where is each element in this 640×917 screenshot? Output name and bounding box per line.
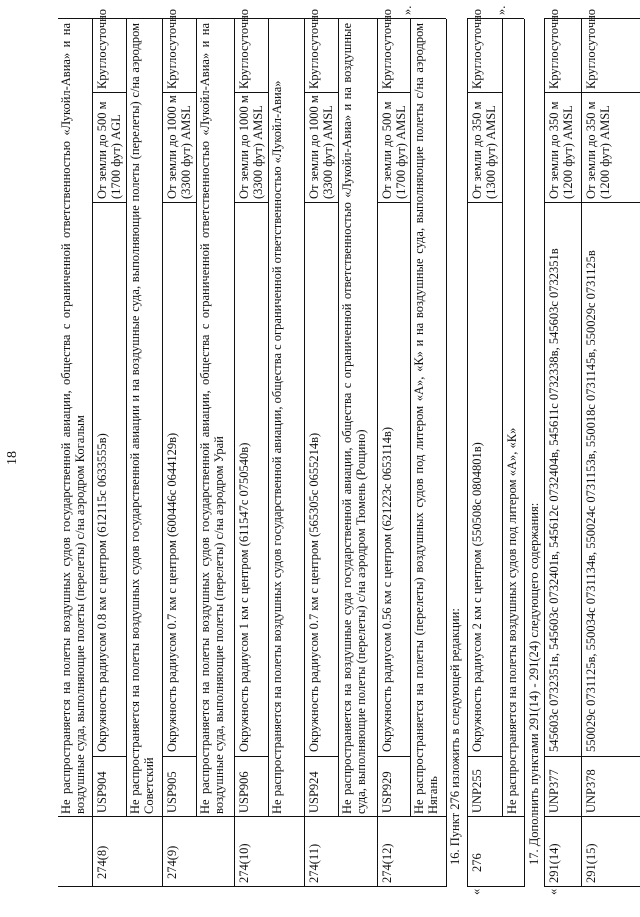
t1-row2-alt: От земли до 1000 м (3300 фут) AMSL [165, 95, 193, 199]
t1-left-border [58, 886, 377, 887]
t1-row1-time: Круглосуточно [95, 8, 109, 89]
t1-row1-note: Не распространяется на полеты воздушных судов государственной авиации и на воздушные суда, выполняющие полеты (перелеты) с/на аэродром Советский [128, 23, 156, 814]
t1-row4-num: 274(11) [307, 843, 321, 883]
t1-row3-alt: От земли до 1000 м (3300 фут) AMSL [237, 95, 265, 199]
t1-row5-note: Не распространяется на полеты (перелеты) воздушных судов под литером «А», «К» и на воздушные суда, выполняющие полеты с/на аэродром Нягань [412, 23, 440, 814]
t1-close-mark: ». [400, 5, 414, 15]
t1-row1-desc: Окружность радиусом 0.8 км с центром (612115с 0633555в) [95, 433, 109, 752]
t1-row3-note: Не распространяется на полеты воздушных судов государственной авиации, общества с ограниченной ответственностью «Лукойл-Авиа» [270, 80, 284, 814]
t1-row2-time: Круглосуточно [165, 8, 179, 89]
t1-row3-time: Круглосуточно [237, 8, 251, 89]
t2-alt: От земли до 350 м (1300 фут) AMSL [470, 101, 498, 199]
t1-row5-code: USP929 [380, 771, 394, 813]
paragraph-16: 16. Пункт 276 изложить в следующей редакции: [448, 608, 462, 865]
t2-num: 276 [470, 853, 484, 872]
page-number: 18 [5, 451, 20, 465]
paragraph-17: 17. Дополнить пунктами 291(14) - 291(24) следующего содержания: [527, 502, 541, 865]
t1-row1-code: USP904 [95, 771, 109, 813]
t3-open-mark: « [546, 888, 560, 895]
t3-row1-alt: От земли до 350 м (1200 фут) AMSL [547, 101, 575, 199]
t3-row1-desc: 545603с 0732351в, 545603с 0732401в, 545612с 0732404в, 545611с 0732338в, 545603с 0732351в [547, 248, 561, 752]
t1-row2-note: Не распространяется на полеты воздушных судов государственной авиации, общества с ограниченной ответственностью «Лукойл-Авиа» и на воздушные суда, выполняющие полеты (перелеты) с/на аэродром Урай [198, 23, 226, 814]
t2-open-mark: « [469, 888, 483, 895]
t2-note: Не распространяется на полеты воздушных судов под литером «А», «К» [505, 427, 519, 814]
t2-desc: Окружность радиусом 2 км с центром (550508с 0804801в) [470, 442, 484, 752]
t1-row2-desc: Окружность радиусом 0.7 км с центром (600446с 0644129в) [165, 432, 179, 752]
t1-row5-desc: Окружность радиусом 0.56 км с центром (621223с 0653114в) [380, 427, 394, 752]
t1-row1-num: 274(8) [95, 845, 109, 879]
t3-row2-code: UNP378 [584, 769, 598, 813]
t3-row2-desc: 550029с 0731125в, 550034с 0731134в, 550024с 0731153в, 550018с 0731145в, 550029с 0731125в [584, 250, 598, 752]
t2-code: UNP255 [470, 769, 484, 813]
t1-row3-code: USP906 [237, 771, 251, 813]
t1-row4-note: Не распространяется на воздушные суда государственной авиации, общества с ограниченной ответственностью «Лукойл-Авиа» и на воздушные суда, выполняющие полеты (перелеты) с/на аэродром Тюмень (Рощино) [340, 23, 368, 814]
t1-row3-num: 274(10) [237, 843, 251, 883]
t1-row5-num: 274(12) [380, 843, 394, 883]
t2-time: Круглосуточно [470, 8, 484, 89]
t3-row2-time: Круглосуточно [584, 8, 598, 89]
t1-row4-alt: От земли до 1000 м (3300 фут) AMSL [307, 95, 335, 199]
t1-row5-time: Круглосуточно [380, 8, 394, 89]
t1-row4-time: Круглосуточно [307, 8, 321, 89]
t3-row1-code: UNP377 [547, 769, 561, 813]
t1-row3-desc: Окружность радиусом 1 км с центром (611547с 0750540в) [237, 442, 251, 752]
t1-row2-num: 274(9) [165, 845, 179, 879]
t1-row0-note: Не распространяется на полеты воздушных судов государственной авиации, общества с ограниченной ответственностью «Лукойл-Авиа» и на воздушные суда, выполняющие полеты (перелеты) с/на аэродром Когалым [59, 23, 87, 814]
t1-row4-desc: Окружность радиусом 0.7 км с центром (565305с 0655214в) [307, 432, 321, 752]
t1-row4-code: USP924 [307, 771, 321, 813]
t3-row1-num: 291(14) [547, 843, 561, 883]
t1-row2-code: USP905 [165, 771, 179, 813]
t3-row2-num: 291(15) [584, 843, 598, 883]
t1-row5-alt: От земли до 500 м (1700 фут) AMSL [380, 101, 408, 199]
t1-row1-alt: От земли до 500 м (1700 фут) AGL [95, 101, 123, 199]
t3-row2-alt: От земли до 350 м (1200 фут) AMSL [584, 101, 612, 199]
t2-close-mark: ». [494, 5, 508, 15]
t3-row1-time: Круглосуточно [547, 8, 561, 89]
